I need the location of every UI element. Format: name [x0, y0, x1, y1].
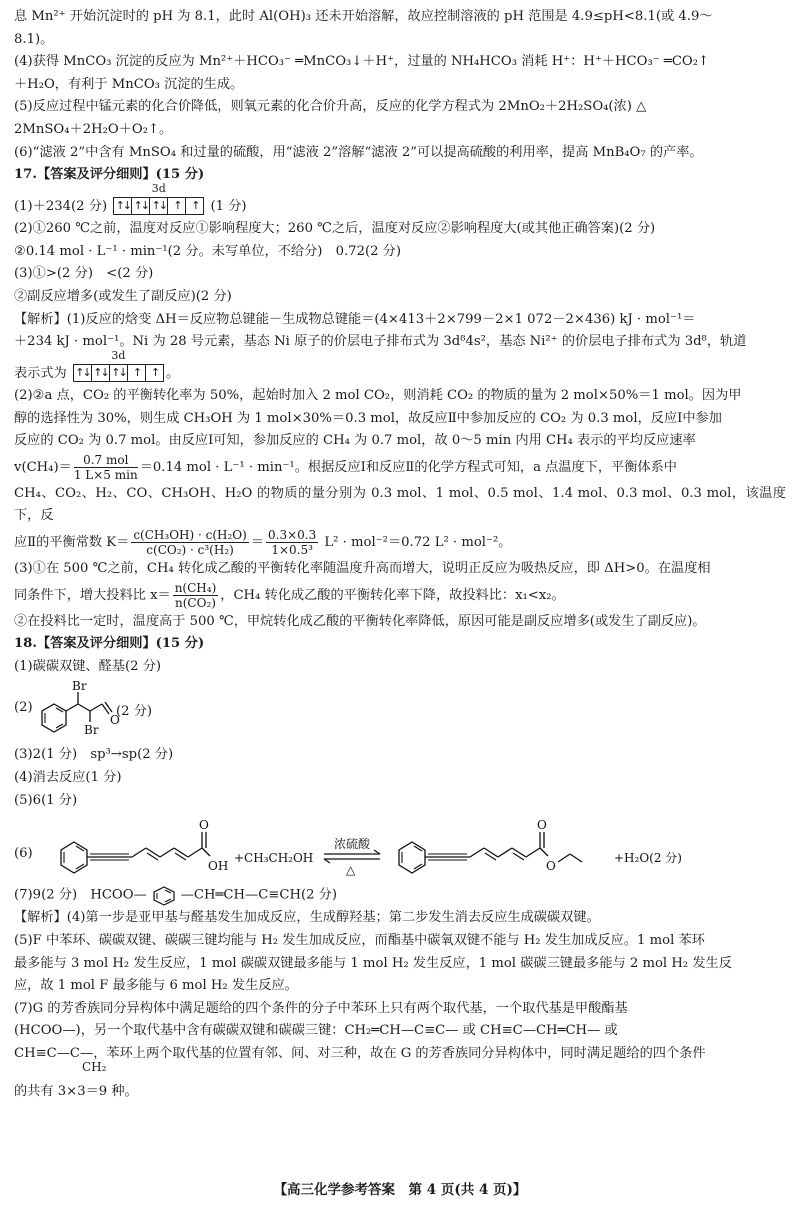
bromine-atom: Br: [72, 679, 87, 694]
orbital-diagram: [113, 181, 204, 218]
text-line: (3)2(1 分) sp³→sp(2 分): [14, 747, 174, 763]
q18-esterification-equation: [14, 812, 786, 884]
text-span: ，CH₄ 转化成乙酸的平衡转化率下降，故投料比：x₁<x₂。: [220, 587, 565, 603]
text-line: [14, 309, 786, 332]
orbital-label: 3d: [151, 181, 166, 195]
text-span: 。: [165, 365, 180, 381]
text-span: (2 分): [116, 704, 153, 720]
text-line: (5)反应过程中锰元素的化合价降低，则氧元素的化合价升高，反应的化学方程式为 2MnO₂＋2H₂SO₄(浓) △: [14, 99, 647, 115]
text-span: 应Ⅱ的平衡常数 K＝: [14, 535, 130, 551]
text-line: CH≡C—C—，苯环上两个取代基的位置有邻、间、对三种，故在 G 的芳香族同分异构体中，同时满足题给的四个条件: [14, 1045, 706, 1061]
denominator: c(CO₂) · c³(H₂): [146, 543, 234, 558]
text-line: 的共有 3×3＝9 种。: [14, 1083, 138, 1099]
text-line: (2)①260 ℃之前，温度对反应①影响程度大；260 ℃之后，温度对反应②影响程度大(或其他正确答案)(2 分): [14, 221, 656, 237]
text-line: ＋234 kJ · mol⁻¹。Ni 为 28 号元素，基态 Ni 原子的价层电子排布式为 3d⁸4s²，基态 Ni²⁺ 的价层电子排布式为 3d⁸，轨道: [14, 334, 747, 350]
orbital-box: ↑: [150, 365, 159, 379]
text-span: 表示式为: [14, 365, 67, 381]
orbital-label: 3d: [111, 348, 126, 362]
q17-answer-1: [14, 181, 786, 218]
rate-equation-line: [14, 453, 786, 483]
page-footer: 【高三化学参考答案 第 4 页(共 4 页)】: [273, 1182, 527, 1198]
catalyst-label: 浓硫酸: [334, 837, 371, 852]
text-span: (2): [14, 700, 33, 716]
methylene-branch: CH₂: [82, 1059, 107, 1074]
text-span: L² · mol⁻²＝0.72 L² · mol⁻²。: [320, 535, 512, 551]
q17-heading: 17.【答案及评分细则】(15 分): [14, 167, 205, 183]
orbital-box: ↑: [191, 198, 199, 212]
text-span: (7)9(2 分) HCOO—: [14, 887, 147, 903]
benzene-ring-icon: [147, 884, 181, 906]
q18-answer-7: [14, 884, 786, 907]
branched-substituent-line: [14, 1043, 786, 1081]
numerator: 0.7 mol: [74, 453, 138, 468]
text-line: 2MnSO₄＋2H₂O＋O₂↑。: [14, 121, 173, 137]
orbital-box: ↑: [128, 365, 146, 381]
fraction: [266, 528, 318, 557]
orbital-box: ↑↓: [150, 198, 168, 214]
orbital-box: ↑↓: [110, 365, 128, 381]
denominator: n(CO₂): [175, 595, 216, 610]
text-line: ②副反应增多(或发生了副反应)(2 分): [14, 288, 232, 304]
ester-oxygen: O: [546, 859, 556, 874]
equilibrium-constant-line: [14, 528, 786, 558]
text-span: ＝: [250, 535, 264, 551]
text-line: 【解析】(4)第一步是亚甲基与醛基发生加成反应，生成醇羟基；第二步发生消去反应生成碳碳双键。: [14, 910, 600, 926]
oxygen-atom: O: [537, 818, 547, 833]
numerator: n(CH₄): [174, 580, 217, 595]
text-line: 应，故 1 mol F 最多能与 6 mol H₂ 发生反应。: [14, 978, 298, 994]
text-span: —CH═CH—C≡CH(2 分): [180, 887, 338, 903]
text-line: (4)获得 MnCO₃ 沉淀的反应为 Mn²⁺＋HCO₃⁻ ═MnCO₃↓＋H⁺，过量的 NH₄HCO₃ 消耗 H⁺：H⁺＋HCO₃⁻ ═CO₂↑: [14, 54, 710, 70]
text-span: (6): [14, 846, 33, 862]
text-line: 8.1)。: [14, 31, 54, 47]
text-span: 同条件下，增大投料比 x＝: [14, 587, 171, 603]
orbital-box: ↑↓: [132, 198, 150, 214]
text-line: 醇的选择性为 30%，则生成 CH₃OH 为 1 mol×30%＝0.3 mol，故反应Ⅱ中参加反应的 CO₂ 为 0.3 mol，反应Ⅰ中参加: [14, 410, 722, 426]
text-line: (4)消去反应(1 分): [14, 770, 122, 786]
text-span: ＝0.14 mol · L⁻¹ · min⁻¹。根据反应Ⅰ和反应Ⅱ的化学方程式可知，a 点温度下，平衡体系中: [139, 459, 677, 475]
text-span: v(CH₄)＝: [14, 459, 72, 475]
answer-page: [14, 6, 786, 1103]
text-line: ②0.14 mol · L⁻¹ · min⁻¹(2 分。未写单位，不给分) 0.72(2 分): [14, 243, 402, 259]
ethanol-reagent: +CH₃CH₂OH: [234, 851, 314, 866]
oxygen-atom: O: [110, 713, 120, 728]
text-line: 最多能与 3 mol H₂ 发生反应，1 mol 碳碳双键最多能与 1 mol H₂ 发生反应，1 mol 碳碳三键最多能与 2 mol H₂ 发生反: [14, 955, 732, 971]
water-product: +H₂O(2 分): [614, 851, 682, 866]
text-line: ②在投料比一定时，温度高于 500 ℃，甲烷转化成乙酸的平衡转化率降低，原因可能是副反应增多(或发生了副反应)。: [14, 613, 706, 629]
text-line: (1)碳碳双键、醛基(2 分): [14, 658, 162, 674]
text-line: CH₄、CO₂、H₂、CO、CH₃OH、H₂O 的物质的量分别为 0.3 mol、1 mol、0.5 mol、1.4 mol、0.3 mol、0.3 mol，该温度下，反: [14, 485, 786, 524]
numerator: 0.3×0.3: [268, 528, 317, 543]
text-span: (1)＋234(2 分): [14, 198, 108, 214]
orbital-box: ↑↓: [92, 365, 110, 381]
text-line: (HCOO—)，另一个取代基中含有碳碳双键和碳碳三键：CH₂═CH—C≡C— 或 CH≡C—CH═CH— 或: [14, 1023, 618, 1039]
fraction: [74, 453, 138, 482]
feed-ratio-line: [14, 581, 786, 611]
text-line: (2)②a 点，CO₂ 的平衡转化率为 50%，起始时加入 2 mol CO₂，则消耗 CO₂ 的物质的量为 2 mol×50%＝1 mol。因为甲: [14, 388, 742, 404]
orbital-diagram: [73, 348, 164, 385]
orbital-box: ↑↓: [114, 198, 132, 214]
denominator: 1×0.5³: [271, 543, 313, 558]
text-span: (1 分): [210, 198, 247, 214]
oxygen-atom: O: [199, 818, 209, 833]
heat-symbol: △: [346, 863, 356, 878]
text-line: 反应的 CO₂ 为 0.7 mol。由反应Ⅰ可知，参加反应的 CH₄ 为 0.7 mol，故 0～5 min 内用 CH₄ 表示的平均反应速率: [14, 433, 696, 449]
hydroxyl-group: OH: [208, 859, 229, 874]
q18-answer-2: [14, 678, 786, 744]
orbital-box: ↑↓: [74, 365, 92, 381]
q17-orbital-line: [14, 348, 786, 385]
denominator: 1 L×5 min: [73, 467, 138, 482]
text-line: 息 Mn²⁺ 开始沉淀时的 pH 为 8.1，此时 Al(OH)₃ 还未开始溶解，故应控制溶液的 pH 范围是 4.9≤pH<8.1(或 4.9～: [14, 9, 713, 24]
text-line: (6)“滤液 2”中含有 MnSO₄ 和过量的硫酸，用“滤液 2”溶解“滤液 2”可以提高硫酸的利用率，提高 MnB₄O₇ 的产率。: [14, 144, 703, 160]
text-line: (5)F 中苯环、碳碳双键、碳碳三键均能与 H₂ 发生加成反应，而酯基中碳氧双键不能与 H₂ 发生加成反应。1 mol 苯环: [14, 932, 705, 948]
text-line: ＋H₂O，有利于 MnCO₃ 沉淀的生成。: [14, 76, 244, 92]
text-line: (3)①在 500 ℃之前，CH₄ 转化成乙酸的平衡转化率随温度升高而增大，说明正反应为吸热反应，即 ΔH>0。在温度相: [14, 561, 711, 577]
text-line: (3)①>(2 分) <(2 分): [14, 266, 154, 282]
bromine-atom: Br: [84, 723, 99, 738]
q18-heading: 18.【答案及评分细则】(15 分): [14, 636, 205, 652]
esterification-reaction-structures: [34, 812, 794, 884]
text-line: (5)6(1 分): [14, 792, 78, 808]
text-line: (7)G 的芳香族同分异构体中满足题给的四个条件的分子中苯环上只有两个取代基，一个取代基是甲酸酯基: [14, 1000, 628, 1016]
fraction: [173, 581, 219, 610]
text-span: 【解析】(1)反应的焓变 ΔH＝反应物总键能－生成物总键能＝(4×413＋2×799－2×1 072－2×436) kJ · mol⁻¹＝: [14, 311, 696, 327]
numerator: c(CH₃OH) · c(H₂O): [133, 528, 247, 543]
fraction: [131, 528, 248, 557]
orbital-box: ↑: [168, 198, 186, 214]
